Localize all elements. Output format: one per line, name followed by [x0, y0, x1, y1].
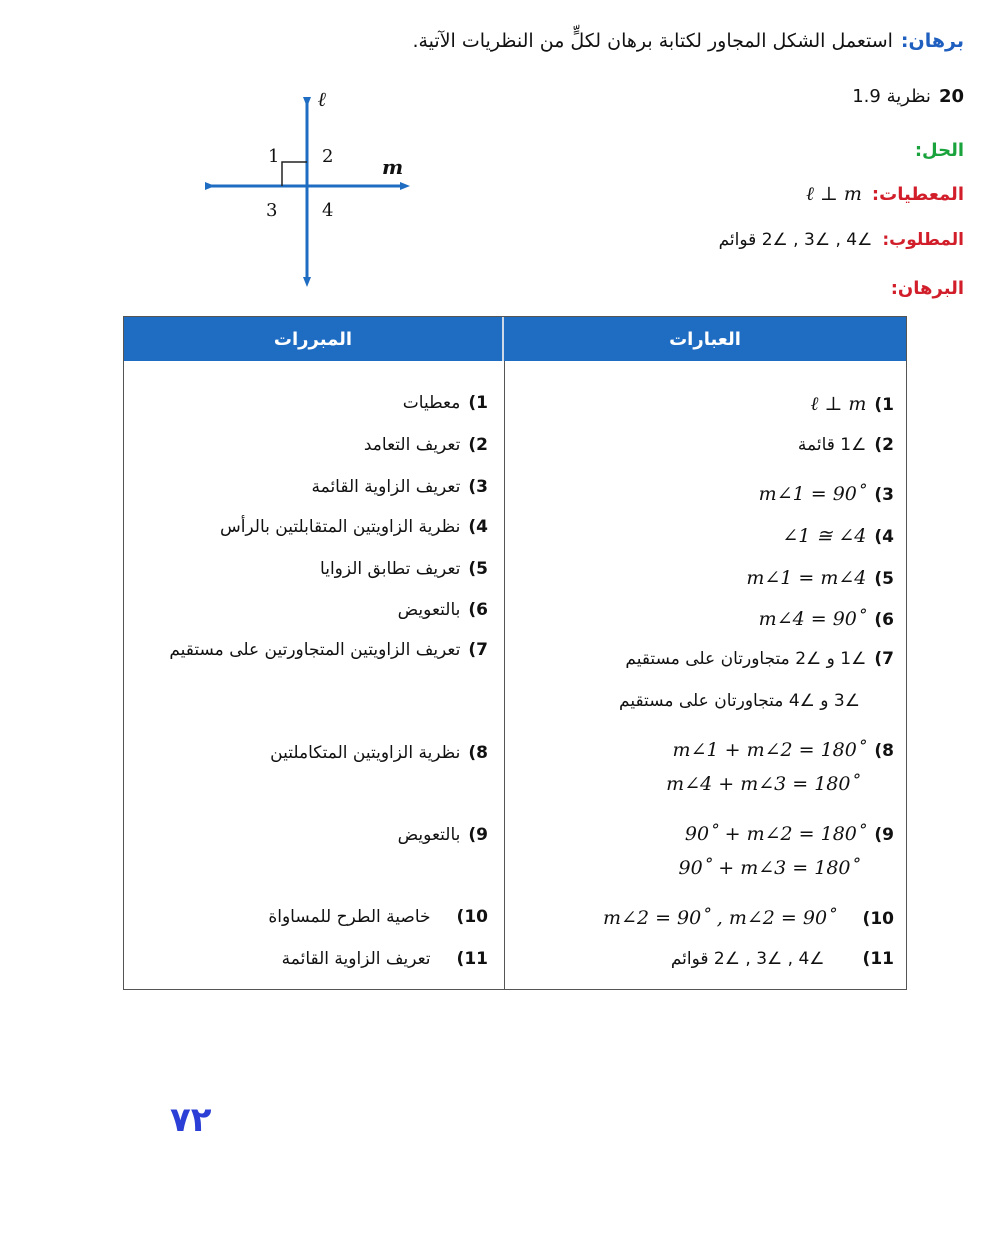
- statement-row-8: 8)m∠1 + m∠2 = 180˚: [672, 739, 894, 761]
- instruction-text: استعمل الشكل المجاور لكتابة برهان لكلٍّ من النظريات الآتية.: [412, 30, 893, 52]
- statement-row-7: 7)∠1 و ∠2 متجاورتان على مستقيم: [625, 649, 894, 669]
- page-number: ٧٢: [170, 1100, 212, 1140]
- reason-row-1: 1)معطيات: [402, 393, 488, 413]
- theorem-line: [852, 86, 964, 107]
- reason-row-8: 8)نظرية الزاويتين المتكاملتين: [270, 743, 488, 763]
- required-label: المطلوب:: [882, 230, 964, 250]
- reason-row-11: 11)تعريف الزاوية القائمة: [281, 949, 488, 969]
- angle-3-label: 3: [266, 200, 278, 221]
- perpendicular-lines-figure: [200, 82, 420, 292]
- reason-row-4: 4)نظرية الزاويتين المتقابلتين بالرأس: [219, 517, 488, 537]
- statement-row-7-line-2: ∠3 و ∠4 متجاورتان على مستقيم: [619, 691, 860, 711]
- proof-label: البرهان:: [890, 278, 964, 299]
- statement-row-4: 4)∠1 ≅ ∠4: [782, 525, 894, 547]
- reason-row-7: 7)تعريف الزاويتين المتجاورتين على مستقيم: [169, 640, 488, 660]
- required-line: [719, 230, 964, 250]
- angle-2-label: 2: [322, 146, 334, 167]
- problem-instruction: [412, 30, 964, 52]
- given-label: المعطيات:: [871, 184, 964, 205]
- right-angle-mark: [282, 162, 307, 186]
- statements-header: العبارات: [504, 317, 906, 361]
- angle-4-label: 4: [322, 200, 334, 221]
- reason-row-2: 2)تعريف التعامد: [363, 435, 488, 455]
- statement-row-2: 2)∠1 قائمة: [797, 435, 894, 455]
- problem-number: 20: [938, 86, 964, 107]
- reason-row-9: 9)بالتعويض: [397, 825, 488, 845]
- two-column-proof-table: [123, 316, 907, 990]
- reasons-header: المبررات: [124, 317, 504, 361]
- angle-1-label: 1: [268, 146, 280, 167]
- proof-label-heading: برهان:: [900, 30, 964, 52]
- statement-row-8-line-2: m∠4 + m∠3 = 180˚: [666, 773, 860, 795]
- statement-row-9: 9)90˚ + m∠2 = 180˚: [684, 823, 894, 845]
- statement-row-3: 3)m∠1 = 90˚: [758, 483, 894, 505]
- line-m-label: m: [382, 155, 404, 179]
- reason-row-10: 10)خاصية الطرح للمساواة: [268, 907, 488, 927]
- statement-row-5: 5)m∠1 = m∠4: [746, 567, 894, 589]
- theorem-name: نظرية 1.9: [852, 86, 931, 107]
- statement-row-9-line-2: 90˚ + m∠3 = 180˚: [678, 857, 860, 879]
- statement-row-1: 1)ℓ ⊥ m: [810, 393, 894, 415]
- statement-row-6: 6)m∠4 = 90˚: [758, 608, 894, 630]
- solution-label: الحل:: [914, 140, 964, 161]
- required-value: ∠4 , ∠3 , ∠2 قوائم: [718, 230, 873, 250]
- line-l-label: ℓ: [318, 87, 327, 111]
- reason-row-5: 5)تعريف تطابق الزوايا: [320, 559, 488, 579]
- statement-row-10: 10)m∠2 = 90˚ , m∠2 = 90˚: [603, 907, 894, 929]
- column-divider: [504, 317, 505, 989]
- reason-row-3: 3)تعريف الزاوية القائمة: [311, 477, 488, 497]
- statement-row-11: 11)∠4 , ∠3 , ∠2 قوائم: [670, 949, 894, 969]
- given-value: ℓ ⊥ m: [806, 183, 862, 205]
- reason-row-6: 6)بالتعويض: [397, 600, 488, 620]
- given-line: [806, 183, 964, 206]
